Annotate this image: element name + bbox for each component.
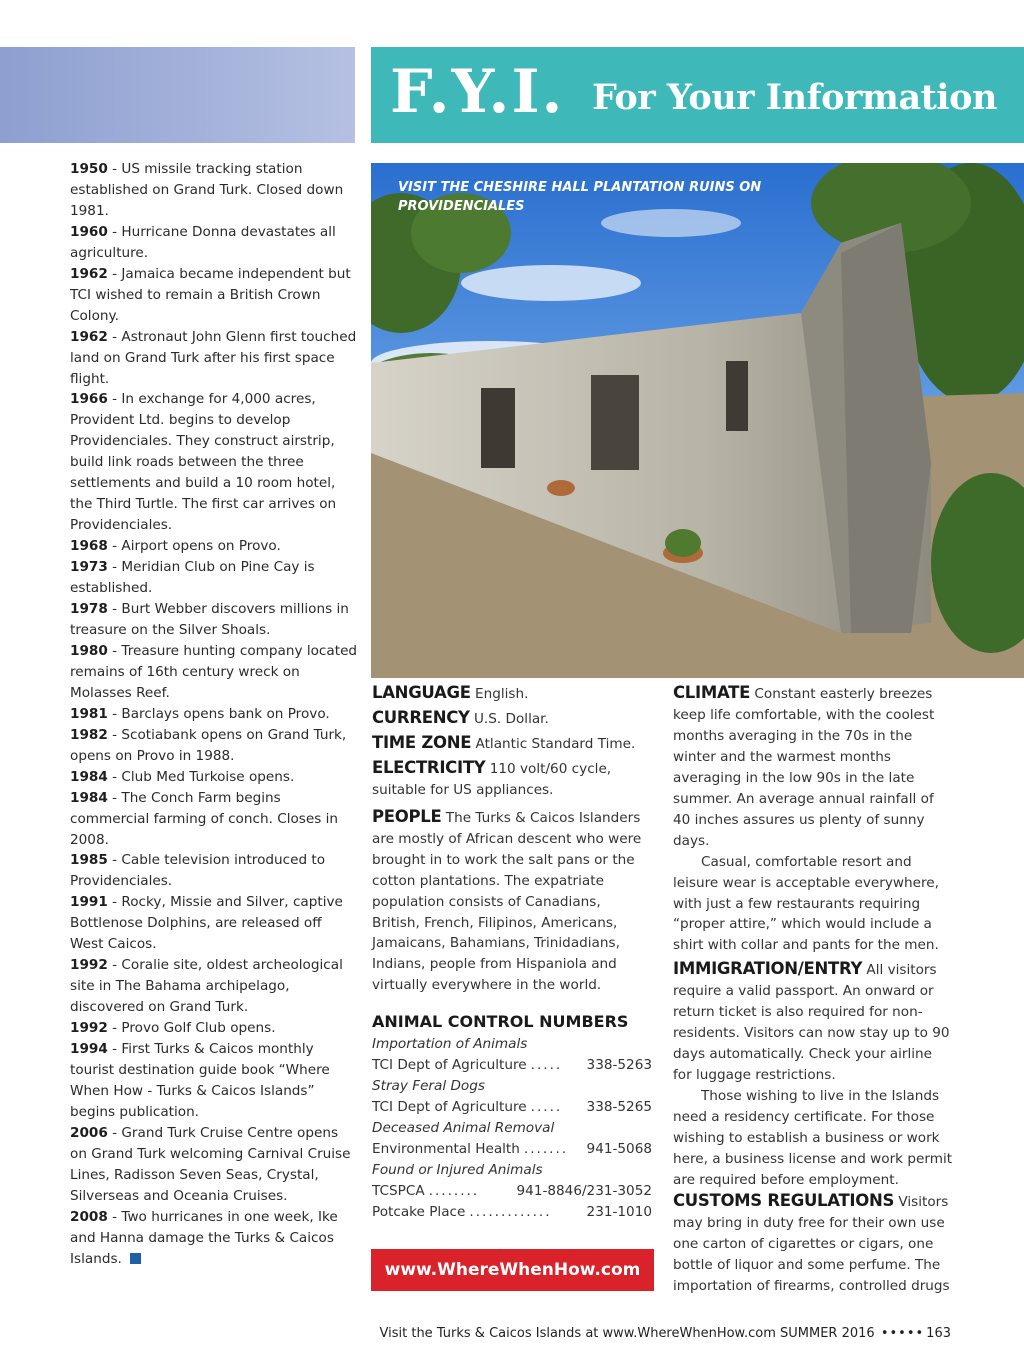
language-value: English. xyxy=(470,686,529,702)
timeline-text: - The Conch Farm begins commercial farming of conch. Closes in 2008. xyxy=(70,789,339,848)
timeline-year: 1978 xyxy=(70,601,108,618)
timeline-text: - First Turks & Caicos monthly tourist destination guide book “Where When How - Turks & Caicos Islands” begins publication. xyxy=(70,1041,330,1120)
info-column-right xyxy=(673,683,955,1297)
electricity-entry xyxy=(372,758,652,801)
website-link-button[interactable]: www.WhereWhenHow.com xyxy=(371,1249,654,1291)
timeline-year: 1992 xyxy=(70,1020,108,1037)
timeline-year: 1982 xyxy=(70,726,108,743)
leader-dots: ........ xyxy=(428,1183,480,1200)
timeline-entry xyxy=(70,1207,358,1270)
timeline-entry xyxy=(70,599,358,641)
phone-number: 231-1010 xyxy=(586,1203,652,1220)
dress-text: Casual, comfortable resort and leisure wear is acceptable everywhere, with just a few restaurants requiring “proper attire,” which would include a shirt with collar and pants for the men. xyxy=(673,853,939,954)
timeline-text: - Meridian Club on Pine Cay is established. xyxy=(70,559,315,597)
timeline-entry xyxy=(70,1018,358,1039)
timeline-text: - Treasure hunting company located remains of 16th century wreck on Molasses Reef. xyxy=(70,642,358,701)
timeline-year: 1962 xyxy=(70,265,108,282)
timeline-year: 1980 xyxy=(70,642,108,659)
electricity-value: 110 volt/60 cycle, suitable for US appliances. xyxy=(372,760,612,798)
timeline-year: 1991 xyxy=(70,894,108,911)
timeline-entry xyxy=(70,850,358,892)
header-left-band xyxy=(0,47,355,143)
timeline-year: 2006 xyxy=(70,1124,108,1141)
page-footer xyxy=(0,1326,951,1341)
leader-dots: ..... xyxy=(530,1057,563,1074)
language-label: LANGUAGE xyxy=(372,683,471,702)
timeline-text: - Scotiabank opens on Grand Turk, opens on Provo in 1988. xyxy=(70,726,347,764)
leader-dots: ............. xyxy=(469,1203,552,1220)
climate-label: CLIMATE xyxy=(673,683,751,702)
timeline-year: 1973 xyxy=(70,559,108,576)
currency-value: U.S. Dollar. xyxy=(469,710,549,727)
customs-entry xyxy=(673,1191,955,1297)
animal-control-category: Found or Injured Animals xyxy=(372,1162,543,1179)
timeline-text: - Coralie site, oldest archeological site in The Bahama archipelago, discovered on Grand Turk. xyxy=(70,957,343,1016)
timeline-entry xyxy=(70,788,358,851)
contact-name: TCSPCA xyxy=(372,1183,425,1200)
contact-name: TCI Dept of Agriculture xyxy=(372,1057,527,1074)
timeline-year: 1984 xyxy=(70,789,108,806)
timeline-text: - In exchange for 4,000 acres, Provident Ltd. begins to develop Providenciales. They construct airstrip, build link roads between the three settlements and build a 10 room hotel, the Third Turtle. The first car arrives on Providenciales. xyxy=(70,391,337,534)
timeline-year: 1992 xyxy=(70,957,108,974)
timeline-entry xyxy=(70,704,358,725)
immigration-label: IMMIGRATION/ENTRY xyxy=(673,959,863,979)
photo-caption: VISIT THE CHESHIRE HALL PLANTATION RUINS ON PROVIDENCIALES xyxy=(398,180,762,214)
contact-name: Environmental Health xyxy=(372,1141,520,1158)
animal-control-category: Importation of Animals xyxy=(372,1036,528,1053)
timeline-entry xyxy=(70,892,358,955)
people-entry xyxy=(372,807,652,997)
timeline-entry xyxy=(70,389,358,536)
fyi-title: F.Y.I. xyxy=(390,57,565,127)
animal-control-category: Deceased Animal Removal xyxy=(372,1120,555,1137)
timezone-value: Atlantic Standard Time. xyxy=(471,735,636,752)
page-number: 163 xyxy=(926,1326,951,1341)
timeline-entry xyxy=(70,536,358,557)
people-label: PEOPLE xyxy=(372,806,442,826)
timeline-entry xyxy=(70,725,358,767)
timeline-text: - Grand Turk Cruise Centre opens on Grand Turk welcoming Carnival Cruise Lines, Radisson Seven Seas, Crystal, Silverseas and Oceania Cruises. xyxy=(70,1124,351,1204)
timeline-text: - Astronaut John Glenn first touched land on Grand Turk after his first space flight. xyxy=(70,328,357,387)
climate-entry xyxy=(673,683,955,852)
timeline-text: - Rocky, Missie and Silver, captive Bottlenose Dolphins, are released off West Caicos. xyxy=(70,894,343,953)
fyi-subtitle: For Your Information xyxy=(592,77,997,118)
people-value: The Turks & Caicos Islanders are mostly of African descent who were brought in to work the salt pans or the cotton plantations. The expatriate population consists of Canadians, British, French, Filipinos, Americans, Jamaicans, Bahamians, Trinidadians, Indians, people from Hispaniola and virtually everywhere in the world. xyxy=(372,809,642,994)
timeline-text: - Airport opens on Provo. xyxy=(107,538,281,555)
timeline-entry xyxy=(70,222,358,264)
timeline-text: - Two hurricanes in one week, Ike and Hanna damage the Turks & Caicos Islands. xyxy=(70,1208,338,1267)
footer-text: Visit the Turks & Caicos Islands at www.WhereWhenHow.com SUMMER 2016 xyxy=(379,1326,875,1341)
customs-label: CUSTOMS REGULATIONS xyxy=(673,1190,895,1210)
animal-control-row xyxy=(372,1055,652,1076)
timeline-entry xyxy=(70,327,358,390)
animal-control-row xyxy=(372,1097,652,1118)
timezone-label: TIME ZONE xyxy=(372,732,472,752)
timeline-text: - US missile tracking station established on Grand Turk. Closed down 1981. xyxy=(70,161,344,219)
timeline-year: 2008 xyxy=(70,1208,108,1225)
timeline-entry xyxy=(70,557,358,599)
leader-dots: ....... xyxy=(523,1141,569,1158)
plantation-ruins-photo xyxy=(371,163,1024,678)
timeline-text: - Cable television introduced to Providenciales. xyxy=(70,852,326,890)
timeline-year: 1984 xyxy=(70,768,108,785)
timeline-year: 1994 xyxy=(70,1041,108,1058)
timeline-entry xyxy=(70,641,358,704)
animal-control-list xyxy=(372,1034,652,1223)
timeline-entry xyxy=(70,264,358,327)
animal-control-row xyxy=(372,1202,652,1223)
timeline-year: 1985 xyxy=(70,852,108,869)
currency-entry xyxy=(372,708,652,730)
facts-column xyxy=(372,683,652,1223)
timeline-text: - Barclays opens bank on Provo. xyxy=(107,705,330,722)
timeline-year: 1968 xyxy=(70,538,108,555)
end-mark-icon xyxy=(130,1253,141,1264)
animal-control-row xyxy=(372,1139,652,1160)
footer-dots: ••••• xyxy=(880,1326,925,1341)
animal-control-row xyxy=(372,1181,652,1202)
timeline-year: 1950 xyxy=(70,161,108,177)
timeline-year: 1962 xyxy=(70,328,108,345)
leader-dots: ..... xyxy=(530,1099,563,1116)
contact-name: TCI Dept of Agriculture xyxy=(372,1099,527,1116)
language-entry xyxy=(372,683,652,705)
timeline-text: - Jamaica became independent but TCI wished to remain a British Crown Colony. xyxy=(70,265,351,324)
contact-name: Potcake Place xyxy=(372,1203,466,1220)
phone-number: 941-5068 xyxy=(586,1141,652,1158)
timezone-entry xyxy=(372,733,652,755)
timeline-text: - Hurricane Donna devastates all agriculture. xyxy=(70,223,336,261)
timeline-entry xyxy=(70,767,358,788)
timeline-entry xyxy=(70,1123,358,1207)
animal-control-heading: ANIMAL CONTROL NUMBERS xyxy=(372,1012,629,1032)
customs-text: Visitors may bring in duty free for their own use one carton of cigarettes or cigars, one bottle of liquor and some perfume. The importation of firearms, controlled drugs xyxy=(673,1193,950,1294)
timeline-year: 1981 xyxy=(70,705,108,722)
immigration-entry xyxy=(673,959,955,1086)
timeline-text: - Burt Webber discovers millions in treasure on the Silver Shoals. xyxy=(70,601,349,638)
residency-text: Those wishing to live in the Islands need a residency certificate. For those wishing to establish a business or work here, a business license and work permit are required before employment. xyxy=(673,1088,953,1188)
timeline-entry xyxy=(70,1039,358,1123)
animal-control-category: Stray Feral Dogs xyxy=(372,1078,485,1095)
phone-number: 338-5265 xyxy=(586,1099,652,1116)
phone-number: 338-5263 xyxy=(586,1057,652,1074)
climate-text: Constant easterly breezes keep life comfortable, with the coolest months averaging in the 70s in the winter and the warmest months averaging in the low 90s in the late summer. An average annual rainfall of 40 inches assures us plenty of sunny days. xyxy=(673,686,935,849)
timeline-entry xyxy=(70,955,358,1018)
timeline-text: - Club Med Turkoise opens. xyxy=(107,768,295,785)
phone-number: 941-8846/231-3052 xyxy=(516,1183,652,1200)
timeline-year: 1966 xyxy=(70,391,108,408)
immigration-text: All visitors require a valid passport. An onward or return ticket is also required for non-residents. Visitors can now stay up to 90 days automatically. Check your airline for luggage restrictions. xyxy=(673,962,950,1084)
history-timeline xyxy=(70,159,358,1270)
timeline-year: 1960 xyxy=(70,223,108,240)
timeline-entry xyxy=(70,159,358,222)
timeline-text: - Provo Golf Club opens. xyxy=(107,1020,276,1037)
currency-label: CURRENCY xyxy=(372,707,470,727)
electricity-label: ELECTRICITY xyxy=(372,757,486,777)
